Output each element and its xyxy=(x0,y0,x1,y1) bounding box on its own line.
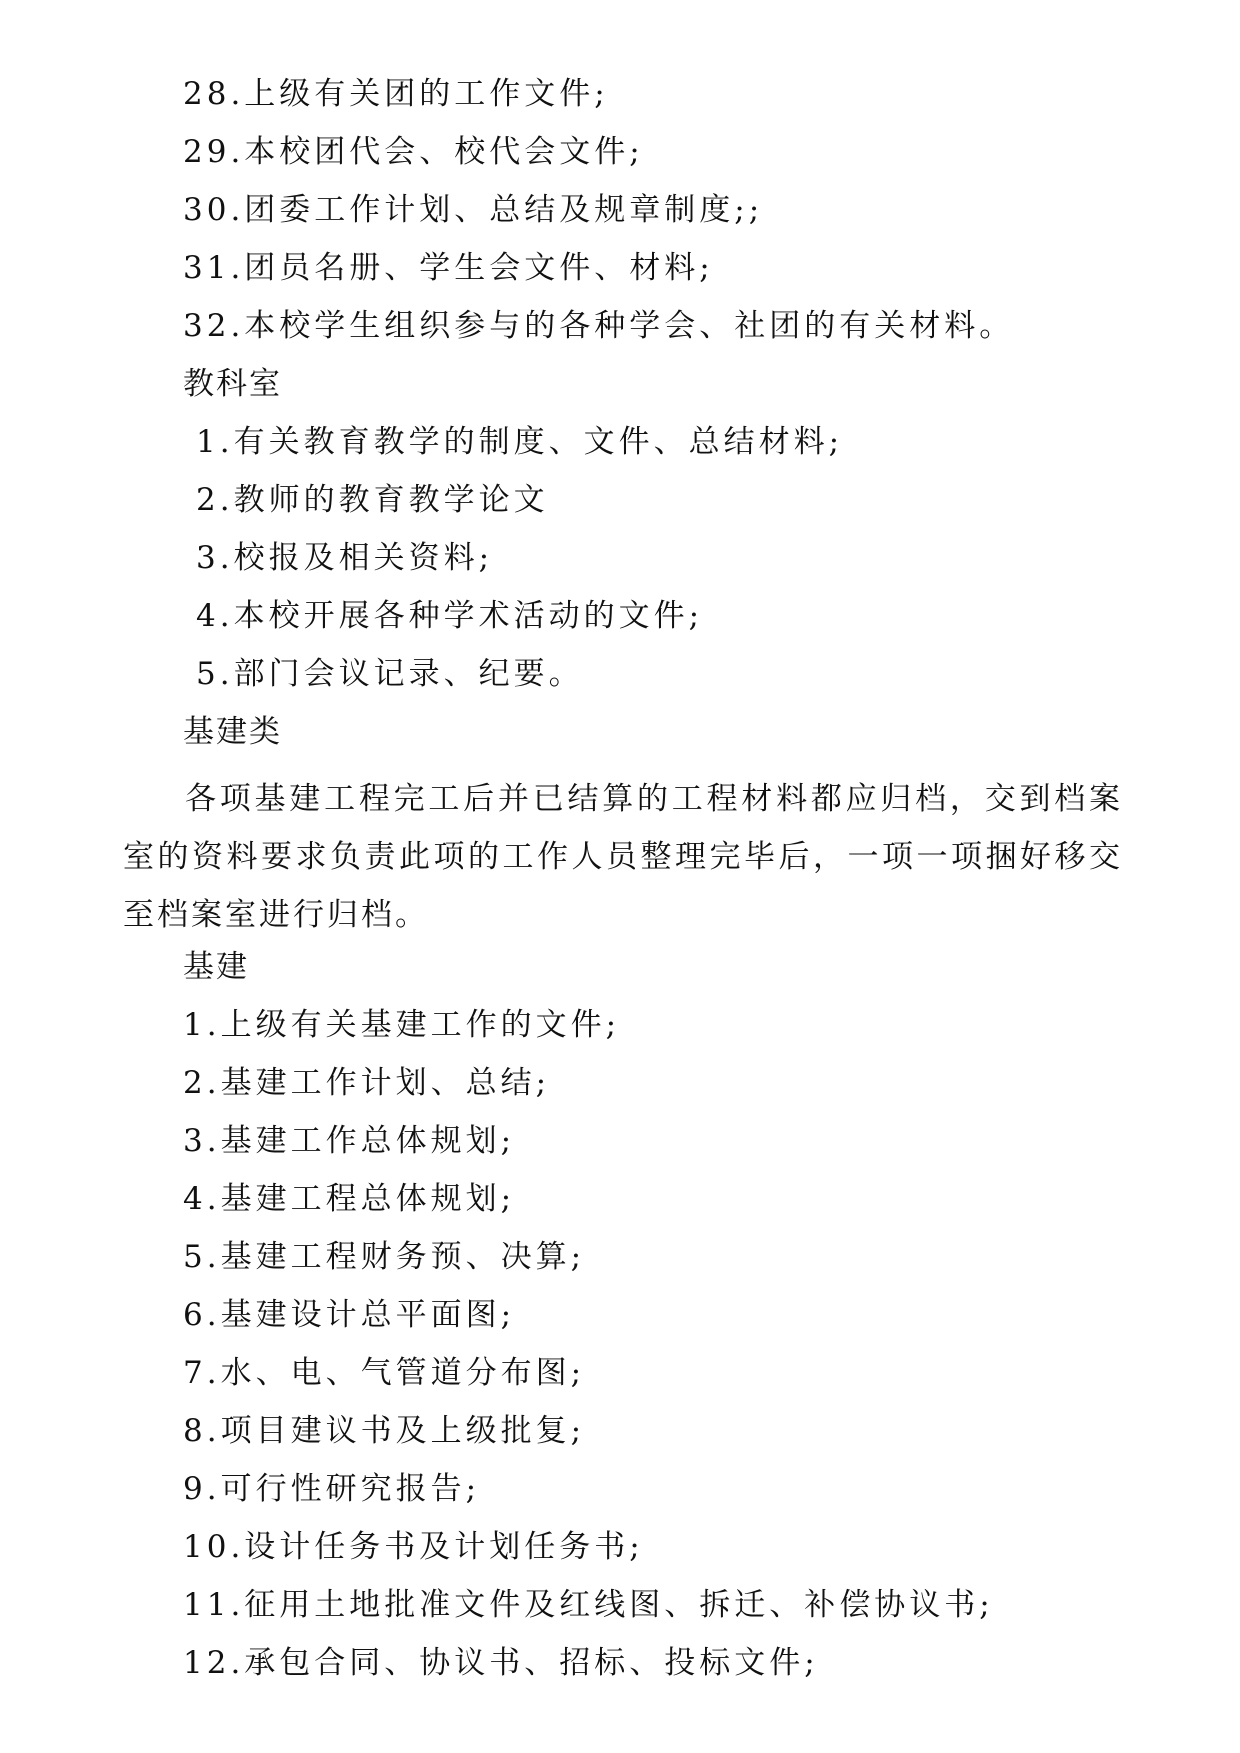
list-item: 4.基建工程总体规划; xyxy=(183,1181,516,1217)
list-item: 2.基建工作计划、总结; xyxy=(183,1065,551,1101)
list-item: 5.部门会议记录、纪要。 xyxy=(196,656,584,692)
list-item: 10.设计任务书及计划任务书; xyxy=(183,1529,644,1565)
list-item: 30.团委工作计划、总结及规章制度;; xyxy=(183,192,764,228)
list-item: 9.可行性研究报告; xyxy=(183,1471,481,1507)
list-item: 4.本校开展各种学术活动的文件; xyxy=(196,598,704,634)
list-item: 1.有关教育教学的制度、文件、总结材料; xyxy=(196,424,844,460)
list-item: 5.基建工程财务预、决算; xyxy=(183,1239,586,1275)
list-item: 7.水、电、气管道分布图; xyxy=(183,1355,586,1391)
section-heading-jijian: 基建 xyxy=(183,949,249,985)
list-item: 6.基建设计总平面图; xyxy=(183,1297,516,1333)
list-item: 28.上级有关团的工作文件; xyxy=(183,76,609,112)
section-heading-jijianlei: 基建类 xyxy=(183,714,282,750)
list-item: 3.校报及相关资料; xyxy=(196,540,494,576)
list-item: 3.基建工作总体规划; xyxy=(183,1123,516,1159)
paragraph-jijianlei: 各项基建工程完工后并已结算的工程材料都应归档，交到档案室的资料要求负责此项的工作人员整理完毕后，一项一项捆好移交至档案室进行归档。 xyxy=(123,781,1123,933)
section-heading-jiaokeshi: 教科室 xyxy=(183,366,282,402)
list-item: 11.征用土地批准文件及红线图、拆迁、补偿协议书; xyxy=(183,1587,994,1623)
list-item: 1.上级有关基建工作的文件; xyxy=(183,1007,621,1043)
list-item: 8.项目建议书及上级批复; xyxy=(183,1413,586,1449)
list-item: 12.承包合同、协议书、招标、投标文件; xyxy=(183,1645,819,1681)
list-item: 2.教师的教育教学论文 xyxy=(196,482,549,518)
list-item: 29.本校团代会、校代会文件; xyxy=(183,134,644,170)
list-item: 32.本校学生组织参与的各种学会、社团的有关材料。 xyxy=(183,308,1015,344)
list-item: 31.团员名册、学生会文件、材料; xyxy=(183,250,714,286)
